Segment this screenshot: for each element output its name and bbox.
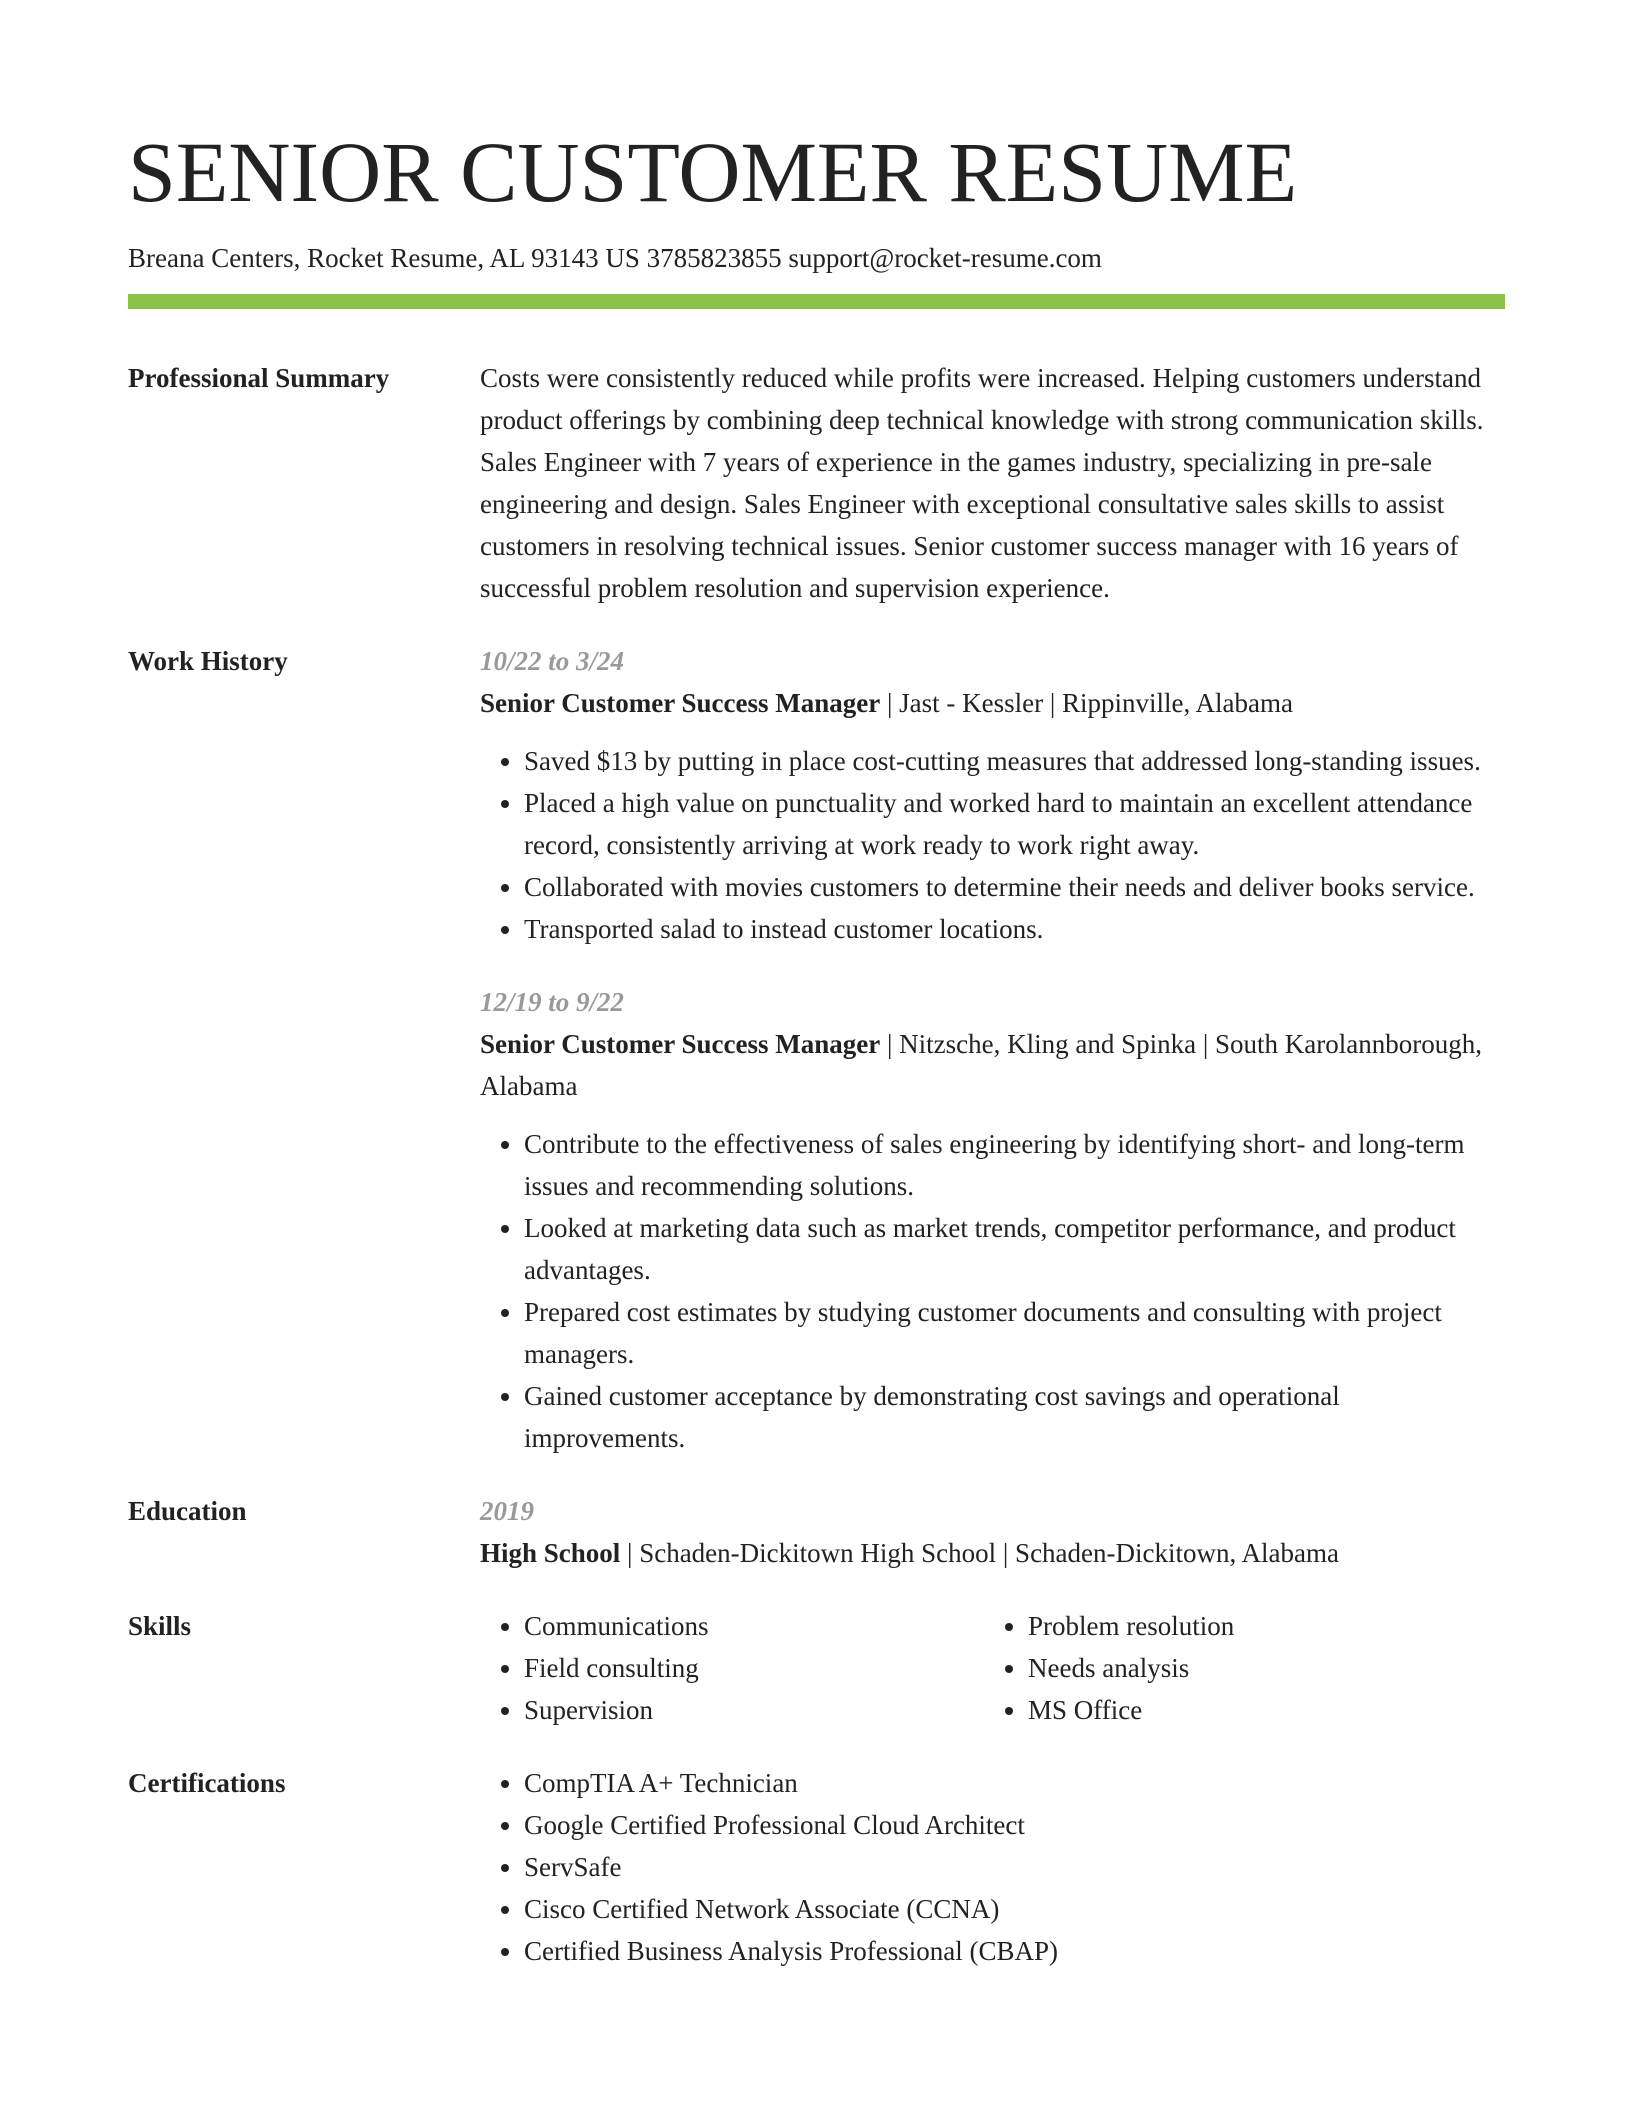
list-item: • Needs analysis: [1028, 1647, 1488, 1689]
section-education: [128, 1490, 1505, 1574]
job-entry: [480, 981, 1505, 1459]
list-item: • Transported salad to instead customer locations.: [524, 908, 1505, 950]
job-entry: [480, 640, 1505, 950]
list-item: • Cisco Certified Network Associate (CCNA): [524, 1888, 1505, 1930]
certifications-body: [480, 1762, 1505, 1972]
list-item: • Prepared cost estimates by studying customer documents and consulting with project managers.: [524, 1291, 1505, 1375]
list-item: • Placed a high value on punctuality and worked hard to maintain an excellent attendance record, consistently arriving at work ready to work right away.: [524, 782, 1505, 866]
section-work-history: [128, 640, 1505, 1459]
job-bullets: [480, 740, 1505, 950]
education-degree: High School: [480, 1538, 621, 1568]
education-details: | Schaden-Dickitown High School | Schaden-Dickitown, Alabama: [620, 1538, 1339, 1568]
job-dates: 10/22 to 3/24: [480, 646, 625, 676]
contact-line: Breana Centers, Rocket Resume, AL 93143 US 3785823855 support@rocket-resume.com: [128, 243, 1102, 273]
accent-rule: [128, 294, 1505, 309]
job-details: | Jast - Kessler | Rippinville, Alabama: [880, 688, 1293, 718]
certifications-list: [480, 1762, 1505, 1972]
skills-column-2: [984, 1605, 1488, 1731]
list-item: • Contribute to the effectiveness of sales engineering by identifying short- and long-term issues and recommending solutions.: [524, 1123, 1505, 1207]
job-bullets: [480, 1123, 1505, 1459]
section-certifications: [128, 1762, 1505, 1972]
section-label-summary: Professional Summary: [128, 363, 390, 393]
section-label-work: Work History: [128, 646, 288, 676]
list-item: • ServSafe: [524, 1846, 1505, 1888]
list-item: • Looked at marketing data such as market trends, competitor performance, and product advantages.: [524, 1207, 1505, 1291]
resume-page: [128, 124, 1505, 1972]
job-title: Senior Customer Success Manager: [480, 1029, 881, 1059]
list-item: • Google Certified Professional Cloud Architect: [524, 1804, 1505, 1846]
list-item: • Collaborated with movies customers to determine their needs and deliver books service.: [524, 866, 1505, 908]
skills-grid: [480, 1605, 1505, 1731]
summary-text: Costs were consistently reduced while profits were increased. Helping customers understand product offerings by combining deep technical knowledge with strong communication skills. Sales Engineer with 7 years of experience in the games industry, specializing in pre-sale engineering and design. Sales Engineer with exceptional consultative sales skills to assist customers in resolving technical issues. Senior customer success manager with 16 years of successful problem resolution and supervision experience.: [480, 363, 1484, 603]
list-item: • Communications: [524, 1605, 984, 1647]
education-entry: [480, 1532, 1505, 1574]
section-label-certifications: Certifications: [128, 1768, 286, 1798]
education-body: [480, 1490, 1505, 1574]
education-year: 2019: [480, 1496, 534, 1526]
skills-body: [480, 1605, 1505, 1731]
section-skills: [128, 1605, 1505, 1731]
section-label-skills: Skills: [128, 1611, 192, 1641]
list-item: • MS Office: [1028, 1689, 1488, 1731]
list-item: • Problem resolution: [1028, 1605, 1488, 1647]
list-item: • CompTIA A+ Technician: [524, 1762, 1505, 1804]
section-label-education: Education: [128, 1496, 247, 1526]
list-item: • Certified Business Analysis Professional (CBAP): [524, 1930, 1505, 1972]
job-details: | Nitzsche, Kling and Spinka | South Karolannborough, Alabama: [480, 1029, 1482, 1101]
resume-title: SENIOR CUSTOMER RESUME: [128, 124, 1298, 220]
skills-column-1: [480, 1605, 984, 1731]
list-item: • Gained customer acceptance by demonstrating cost savings and operational improvements.: [524, 1375, 1505, 1459]
work-body: [480, 640, 1505, 1459]
list-item: • Saved $13 by putting in place cost-cutting measures that addressed long-standing issues.: [524, 740, 1505, 782]
job-role: [480, 682, 1505, 724]
list-item: • Supervision: [524, 1689, 984, 1731]
job-dates: 12/19 to 9/22: [480, 987, 625, 1017]
job-role: [480, 1023, 1505, 1107]
section-professional-summary: [128, 357, 1505, 609]
list-item: • Field consulting: [524, 1647, 984, 1689]
job-title: Senior Customer Success Manager: [480, 688, 881, 718]
